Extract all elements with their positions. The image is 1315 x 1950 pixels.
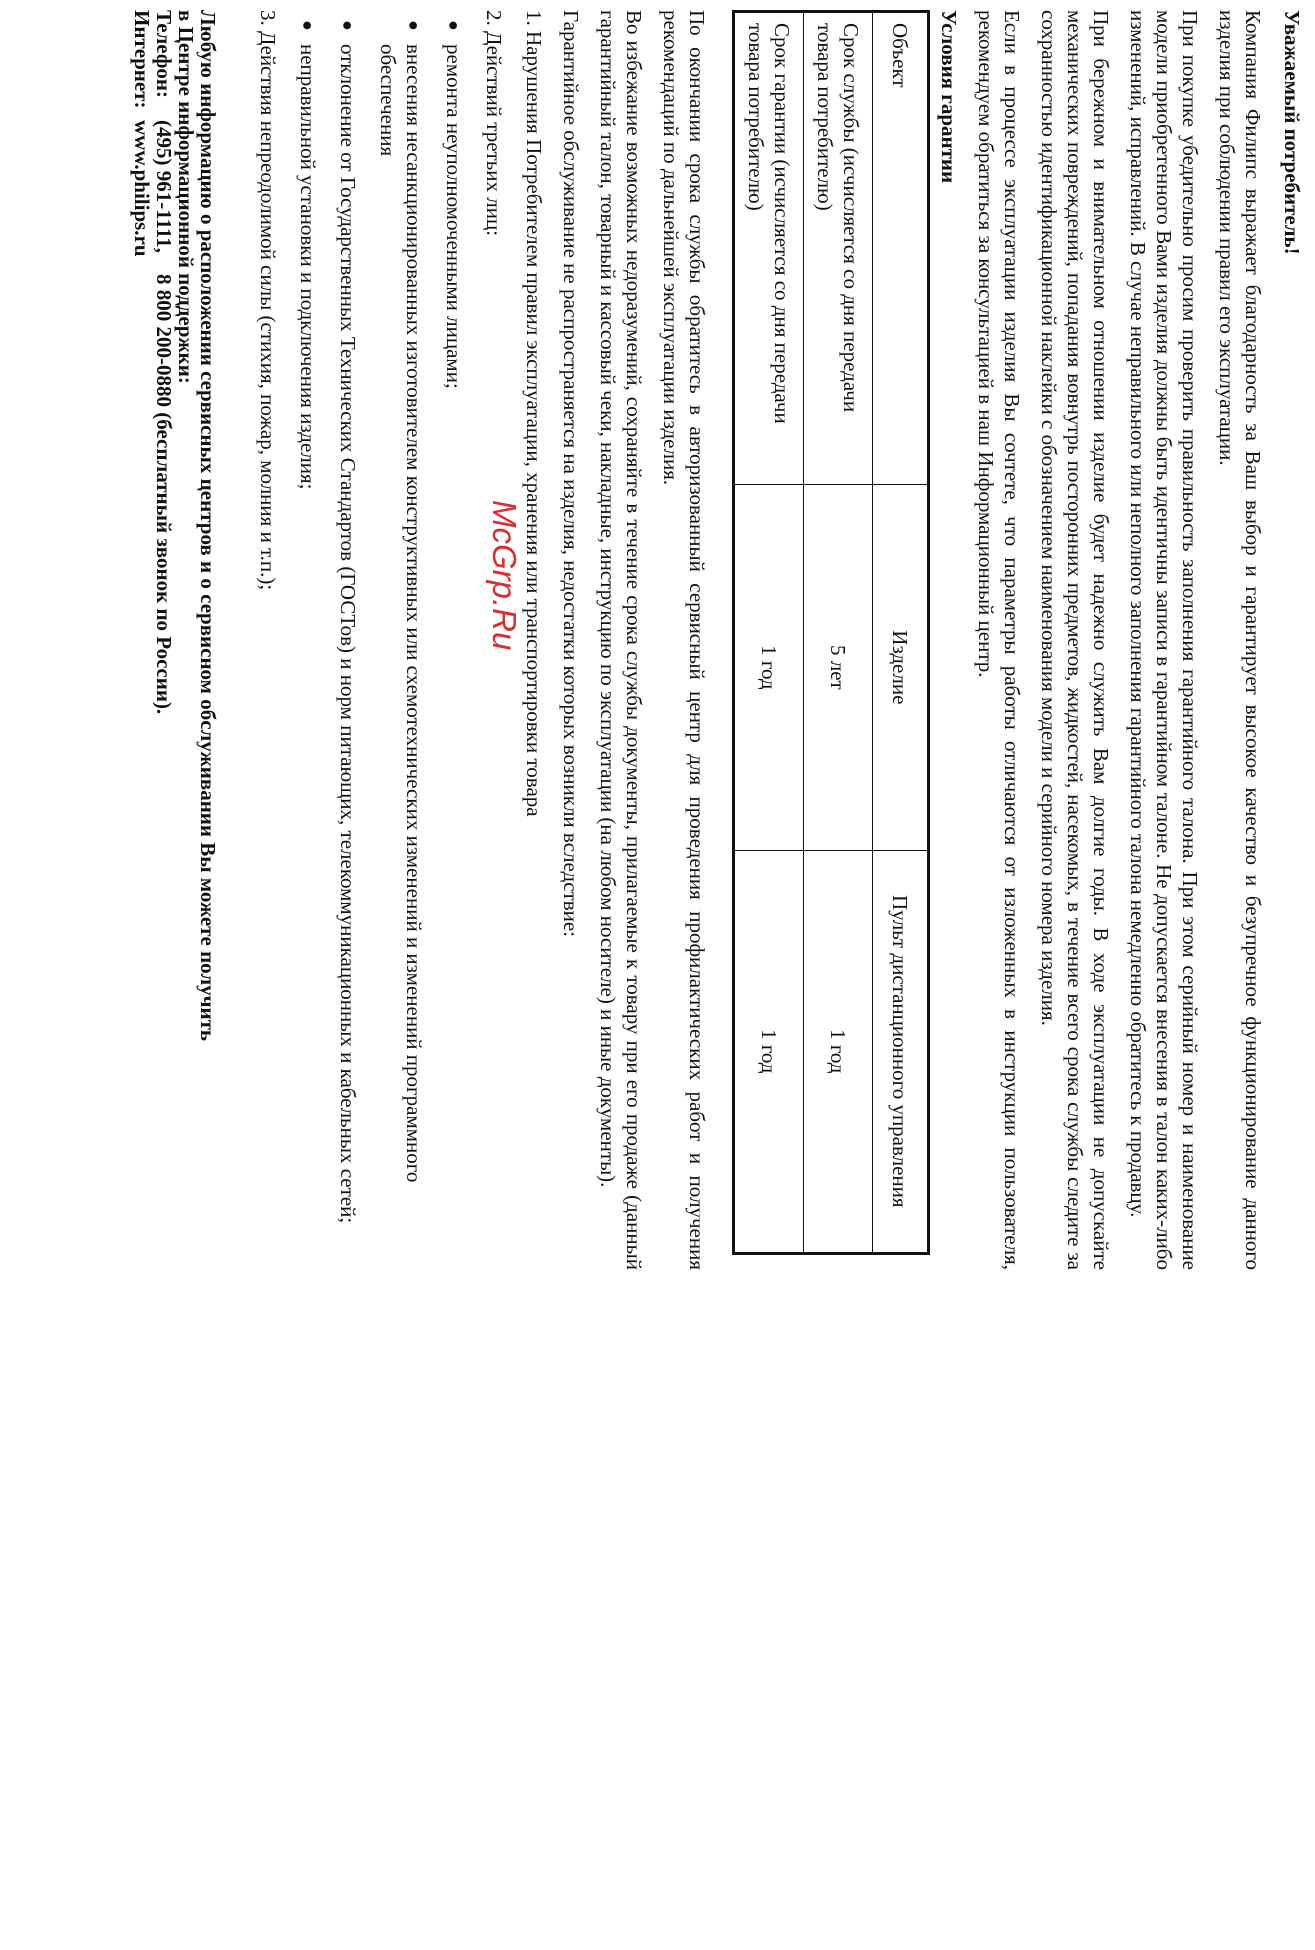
warranty-heading: Условия гарантии bbox=[937, 10, 961, 184]
paragraph-care: При бережном и внимательном отношении изделие будет надежно служить Вам долгие годы. В ходе эксплуатации не допускайте механических повреждений, попадания вовнутрь посторонних предметов, жидкостей, насекомых, в течение всего срока службы следите за сохранностью идентификационной наклейки с обозначением наименования модели и серийного номера изделия. bbox=[1037, 10, 1113, 1270]
list-item bbox=[441, 20, 467, 1270]
list-item bbox=[375, 20, 427, 1270]
list-item-text: отклонение от Государственных Технических Стандартов (ГОСТов) и норм питающих, телекоммуникационных и кабельных сетей; bbox=[336, 44, 360, 1224]
list-item bbox=[335, 20, 361, 1270]
table-cell: 1 год bbox=[734, 485, 804, 850]
paragraph-keep-documents: Во избежание возможных недоразумений, сохраняйте в течение срока службы документы, прилагаемые к товару при его продаже (данный гарантийный талон, товарный и кассовый чеки, накладные, инструкцию по эксплуатации (на любом носителе) и иные документы). bbox=[596, 10, 646, 1270]
greeting: Уважаемый потребитель! bbox=[1280, 10, 1304, 255]
table-cell: 5 лет bbox=[804, 485, 873, 850]
table-header-cell: Объект bbox=[873, 12, 929, 485]
list-item-text: ремонта неуполномоченными лицами; bbox=[442, 44, 466, 389]
table-cell: 1 год bbox=[734, 850, 804, 1253]
table-header-row bbox=[873, 12, 929, 1254]
paragraph-thanks: Компания Филипс выражает благодарность за Ваш выбор и гарантирует высокое качество и безупречное функционирование данного изделия при соблюдении правил его эксплуатации. bbox=[1215, 10, 1265, 1270]
table-cell: Срок гарантии (исчисляется со дня передачи товара потребителю) bbox=[734, 12, 804, 485]
paragraph-end-of-service: По окончании срока службы обратитесь в авторизованный сервисный центр для проведения профилактических работ и получения рекомендаций по дальнейшей эксплуатации изделия. bbox=[659, 10, 709, 1270]
paragraph-exclusions: Гарантийное обслуживание не распространяется на изделия, недостатки которых возникли вследствие: bbox=[559, 10, 583, 938]
paragraph-check-coupon: При покупке убедительно просим проверить правильность заполнения гарантийного талона. При этом серийный номер и наименование модели приобретенного Вами изделия должны быть идентичны записи в гарантийном талоне. Не допускается внесения в талон каких-либо изменений, исправлений. В случае неправильного или неполного заполнения гарантийного талона немедленно обратитесь к продавцу. bbox=[1126, 10, 1202, 1270]
third-party-list bbox=[295, 10, 467, 1270]
list-item-text: внесения несанкционированных изготовителем конструктивных или схемотехнических изменений и изменений программного обеспечения bbox=[376, 44, 426, 1183]
internet-row bbox=[131, 10, 153, 1270]
paragraph-consult: Если в процессе эксплуатации изделия Вы сочтете, что параметры работы отличаются от изложенных в инструкции пользователя, рекомендуем обратиться за консультацией в наш Информационный центр. bbox=[974, 10, 1024, 1270]
contact-info-line1: Любую информацию о расположении сервисных центров и о сервисном обслуживании Вы можете получить bbox=[196, 10, 220, 1042]
bullet-icon: ● bbox=[338, 20, 358, 31]
table-row bbox=[804, 12, 873, 1254]
internet-label: Интернет: bbox=[130, 10, 154, 109]
table-row bbox=[734, 12, 804, 1254]
exclusion-item-2: 2. Действий третьих лиц: bbox=[482, 10, 506, 237]
table-header-cell: Изделие bbox=[873, 485, 929, 850]
internet-link[interactable]: www.philips.ru bbox=[130, 120, 154, 257]
table-cell: 1 год bbox=[804, 850, 873, 1253]
exclusion-item-1: 1. Нарушения Потребителем правил эксплуатации, хранения или транспортировки товара bbox=[522, 10, 546, 817]
bullet-icon: ● bbox=[404, 20, 424, 31]
exclusion-item-3: 3. Действия непреодолимой силы (стихия, пожар, молния и т.п.); bbox=[256, 10, 280, 591]
warranty-text bbox=[15, 10, 1305, 1270]
warranty-table bbox=[732, 10, 930, 1255]
contact-info-line2: в Центре информационной поддержки: bbox=[174, 10, 198, 384]
phone-value: (495) 961-1111, 8 800 200-0880 (бесплатный звонок по России). bbox=[152, 120, 176, 715]
watermark-logo: McGrp.Ru bbox=[486, 500, 523, 651]
bullet-icon: ● bbox=[298, 20, 318, 31]
list-item bbox=[295, 20, 321, 1270]
table-header-cell: Пульт дистанционного управления bbox=[873, 850, 929, 1253]
bullet-icon: ● bbox=[444, 20, 464, 31]
phone-label: Телефон: bbox=[152, 10, 176, 99]
phone-row bbox=[153, 10, 175, 1270]
table-cell: Срок службы (исчисляется со дня передачи товара потребителю) bbox=[804, 12, 873, 485]
list-item-text: неправильной установки и подключения изделия; bbox=[296, 44, 320, 490]
